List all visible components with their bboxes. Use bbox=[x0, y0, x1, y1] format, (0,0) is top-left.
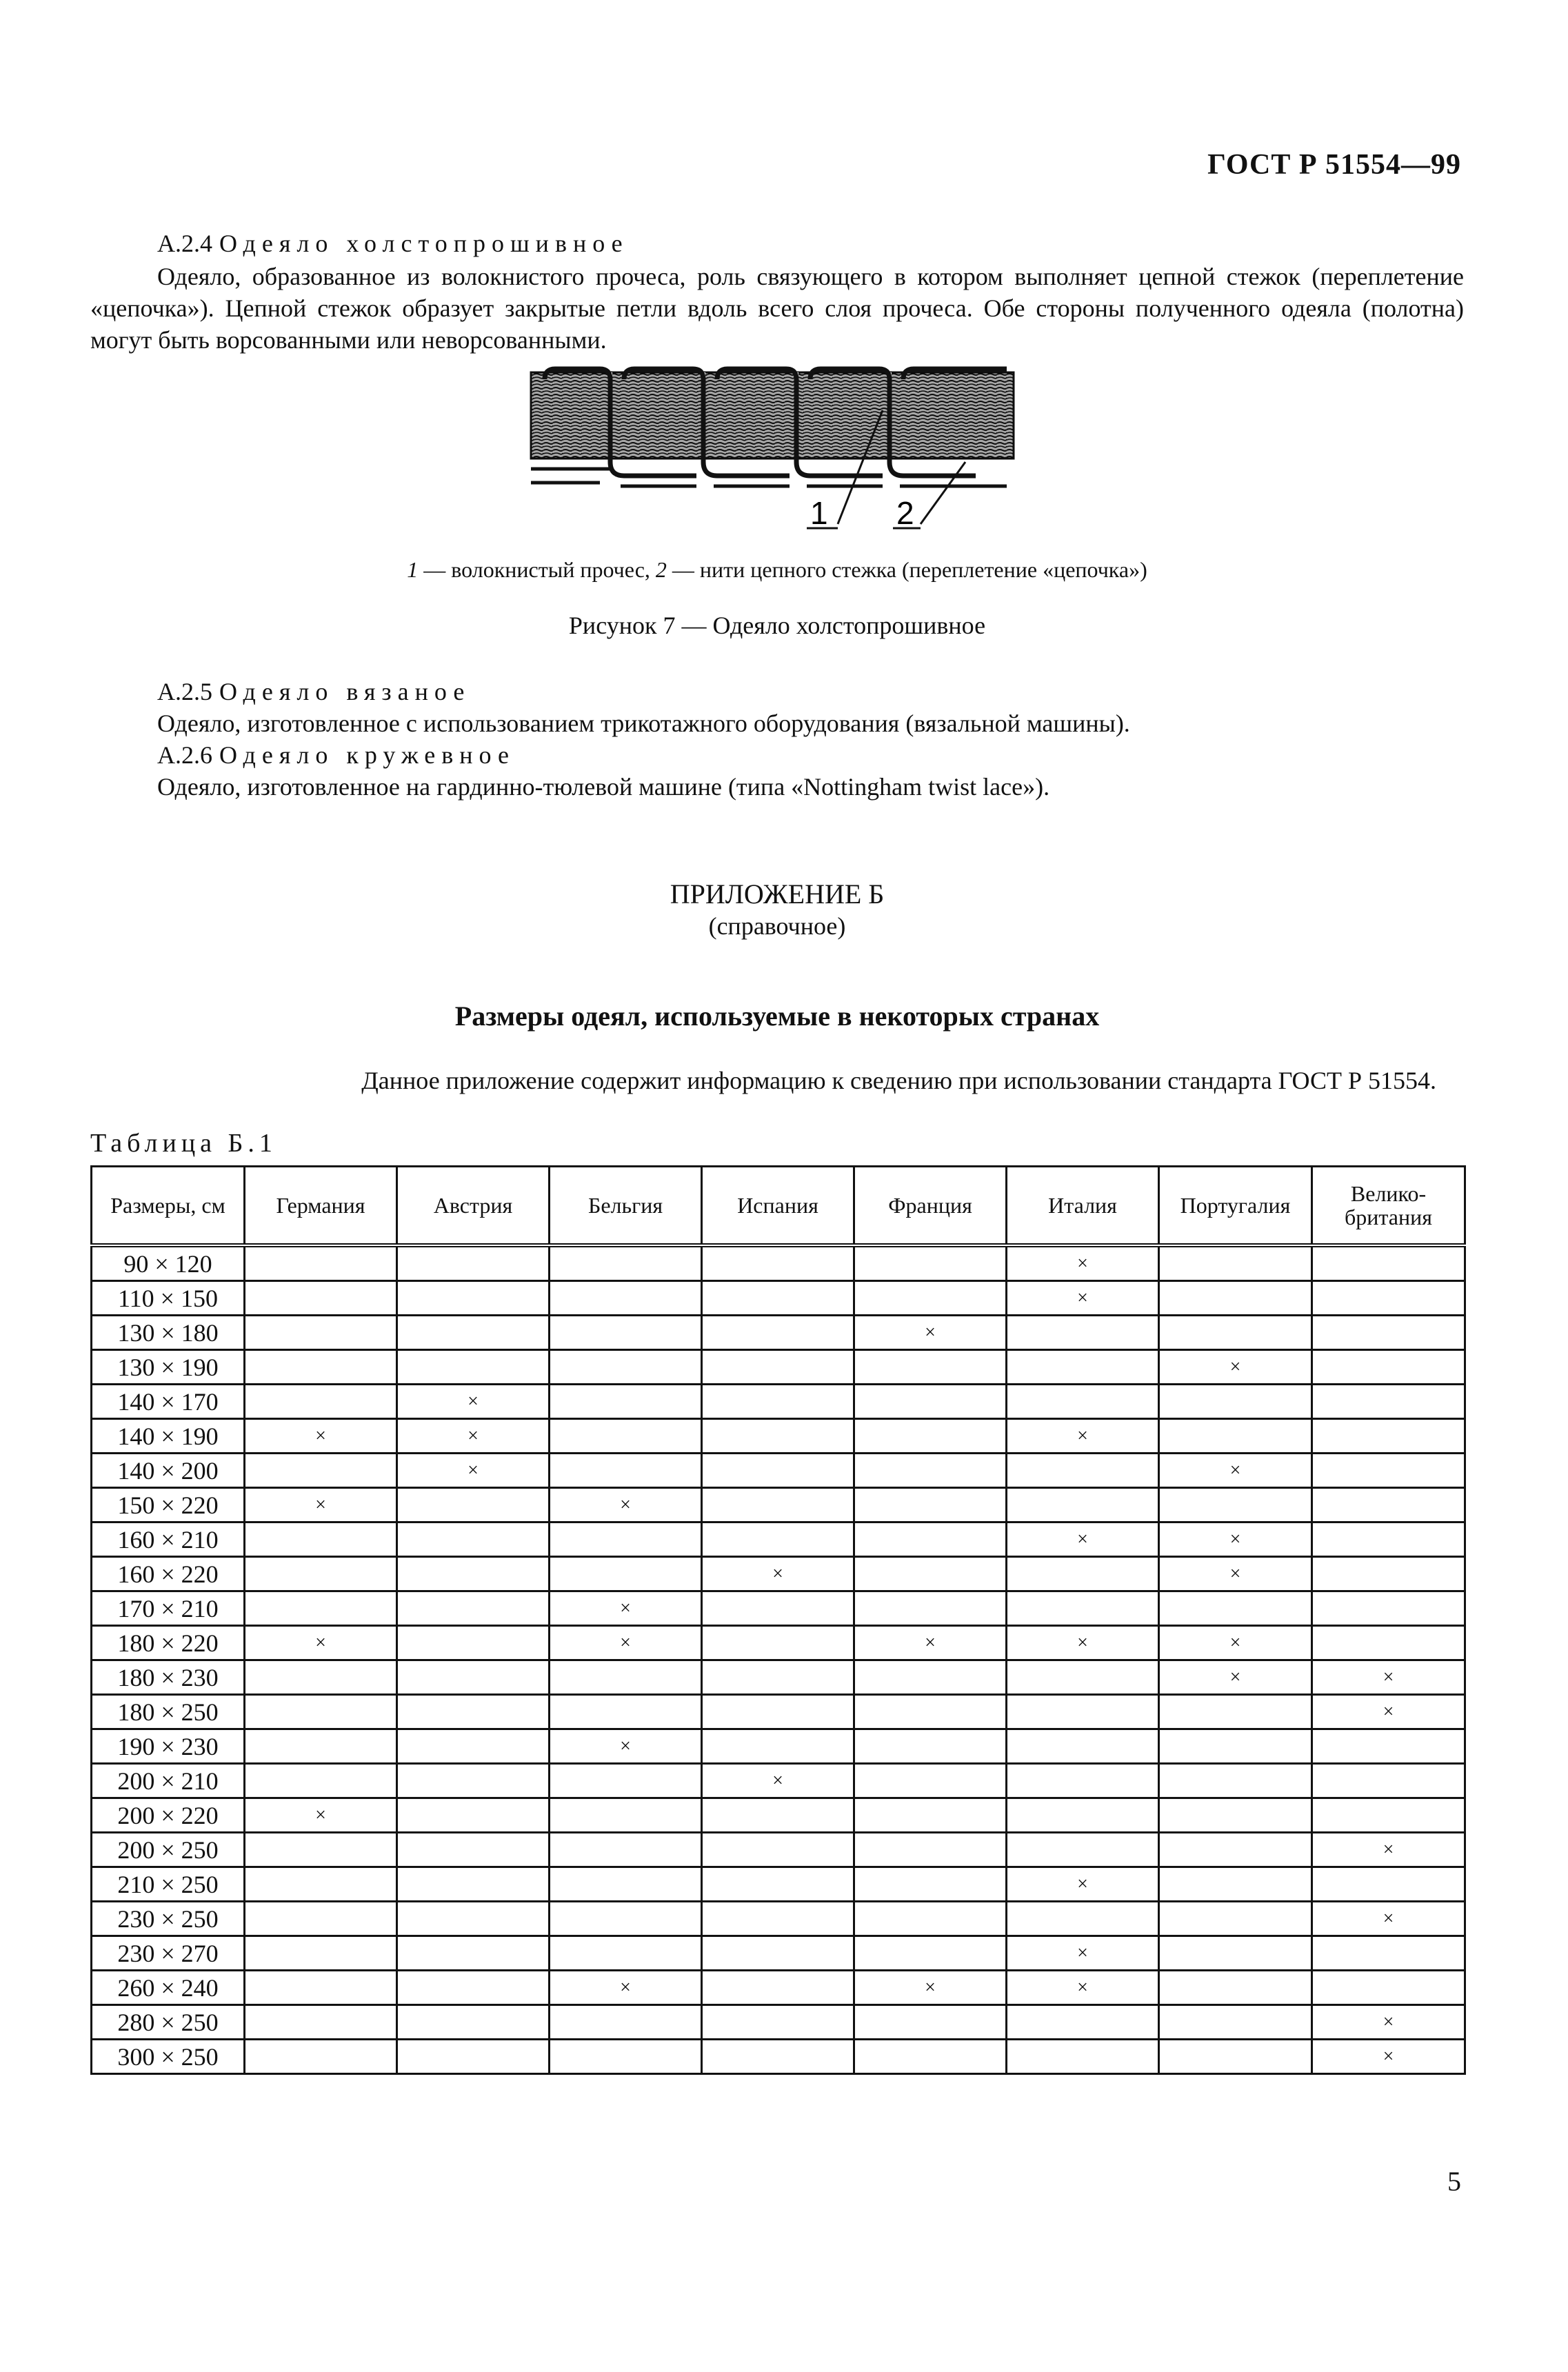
size-cell: 160 × 220 bbox=[92, 1557, 245, 1591]
mark-cell: × bbox=[1159, 1557, 1312, 1591]
mark-cell bbox=[702, 1729, 854, 1764]
mark-cell bbox=[854, 1867, 1007, 1902]
mark-cell bbox=[702, 1454, 854, 1488]
mark-cell bbox=[1312, 1798, 1465, 1833]
mark-cell bbox=[397, 1350, 550, 1385]
mark-cell bbox=[397, 1764, 550, 1798]
mark-cell bbox=[702, 1867, 854, 1902]
mark-cell bbox=[1312, 1385, 1465, 1419]
table-row bbox=[92, 1316, 1465, 1350]
mark-cell bbox=[854, 1245, 1007, 1281]
mark-cell bbox=[397, 1695, 550, 1729]
column-header-size: Размеры, см bbox=[92, 1167, 245, 1246]
mark-cell bbox=[245, 1454, 397, 1488]
mark-cell bbox=[245, 1522, 397, 1557]
table-row bbox=[92, 1591, 1465, 1626]
column-header-great-britain: Велико-британия bbox=[1312, 1167, 1465, 1246]
mark-cell bbox=[1159, 1833, 1312, 1867]
size-cell: 140 × 170 bbox=[92, 1385, 245, 1419]
size-cell: 160 × 210 bbox=[92, 1522, 245, 1557]
mark-cell bbox=[550, 1245, 702, 1281]
mark-cell bbox=[1159, 1419, 1312, 1454]
mark-cell bbox=[1159, 1867, 1312, 1902]
size-cell: 90 × 120 bbox=[92, 1245, 245, 1281]
figure-7-legend bbox=[90, 557, 1464, 583]
table-row bbox=[92, 1798, 1465, 1833]
mark-cell bbox=[397, 1902, 550, 1936]
mark-cell: × bbox=[245, 1626, 397, 1660]
table-row bbox=[92, 1281, 1465, 1316]
table-row bbox=[92, 1488, 1465, 1522]
mark-cell bbox=[702, 1660, 854, 1695]
mark-cell: × bbox=[1007, 1522, 1159, 1557]
mark-cell bbox=[550, 2040, 702, 2074]
mark-cell bbox=[702, 1971, 854, 2005]
section-a26-number: А.2.6 bbox=[157, 741, 212, 769]
mark-cell bbox=[1312, 1316, 1465, 1350]
mark-cell: × bbox=[245, 1419, 397, 1454]
mark-cell: × bbox=[1007, 1419, 1159, 1454]
column-header-france: Франция bbox=[854, 1167, 1007, 1246]
mark-cell bbox=[397, 1798, 550, 1833]
column-header-italy: Италия bbox=[1007, 1167, 1159, 1246]
mark-cell bbox=[550, 1867, 702, 1902]
mark-cell bbox=[245, 1867, 397, 1902]
mark-cell bbox=[397, 1591, 550, 1626]
mark-cell bbox=[854, 1281, 1007, 1316]
mark-cell bbox=[550, 1695, 702, 1729]
mark-cell bbox=[1159, 1936, 1312, 1971]
mark-cell: × bbox=[1007, 1867, 1159, 1902]
fibrous-web bbox=[531, 372, 1014, 459]
mark-cell: × bbox=[1007, 1971, 1159, 2005]
mark-cell: × bbox=[1312, 2005, 1465, 2040]
mark-cell bbox=[550, 1936, 702, 1971]
mark-cell bbox=[550, 1454, 702, 1488]
size-cell: 140 × 190 bbox=[92, 1419, 245, 1454]
mark-cell bbox=[397, 1660, 550, 1695]
size-cell: 150 × 220 bbox=[92, 1488, 245, 1522]
mark-cell: × bbox=[550, 1488, 702, 1522]
mark-cell bbox=[854, 1764, 1007, 1798]
mark-cell: × bbox=[397, 1454, 550, 1488]
section-a25-heading bbox=[157, 676, 470, 707]
table-row bbox=[92, 1902, 1465, 1936]
mark-cell bbox=[854, 1419, 1007, 1454]
mark-cell: × bbox=[1007, 1936, 1159, 1971]
size-cell: 190 × 230 bbox=[92, 1729, 245, 1764]
mark-cell bbox=[702, 1350, 854, 1385]
mark-cell bbox=[854, 1591, 1007, 1626]
legend-text-1: — волокнистый прочес, bbox=[418, 557, 656, 582]
mark-cell bbox=[1159, 1729, 1312, 1764]
mark-cell bbox=[702, 1281, 854, 1316]
mark-cell bbox=[1007, 1316, 1159, 1350]
mark-cell: × bbox=[550, 1626, 702, 1660]
table-row bbox=[92, 2040, 1465, 2074]
mark-cell bbox=[245, 1245, 397, 1281]
mark-cell bbox=[854, 1522, 1007, 1557]
mark-cell bbox=[702, 1902, 854, 1936]
column-header-spain: Испания bbox=[702, 1167, 854, 1246]
mark-cell bbox=[245, 1660, 397, 1695]
mark-cell bbox=[550, 1557, 702, 1591]
mark-cell bbox=[1312, 1971, 1465, 2005]
mark-cell bbox=[1007, 1729, 1159, 1764]
size-cell: 130 × 180 bbox=[92, 1316, 245, 1350]
mark-cell: × bbox=[1159, 1522, 1312, 1557]
mark-cell bbox=[854, 1798, 1007, 1833]
section-a26-title: Одеяло кружевное bbox=[219, 741, 515, 769]
mark-cell bbox=[1312, 1626, 1465, 1660]
mark-cell bbox=[1159, 1281, 1312, 1316]
mark-cell bbox=[1312, 1591, 1465, 1626]
mark-cell bbox=[397, 2040, 550, 2074]
mark-cell bbox=[1159, 1902, 1312, 1936]
mark-cell: × bbox=[397, 1385, 550, 1419]
appendix-subtitle: (справочное) bbox=[708, 912, 846, 940]
mark-cell bbox=[702, 1833, 854, 1867]
section-a25-number: А.2.5 bbox=[157, 678, 212, 705]
size-cell: 110 × 150 bbox=[92, 1281, 245, 1316]
mark-cell bbox=[1159, 1385, 1312, 1419]
mark-cell bbox=[702, 1488, 854, 1522]
column-header-belgium: Бельгия bbox=[550, 1167, 702, 1246]
mark-cell: × bbox=[1312, 1660, 1465, 1695]
column-header-portugal: Португалия bbox=[1159, 1167, 1312, 1246]
table-row bbox=[92, 1350, 1465, 1385]
mark-cell bbox=[854, 1350, 1007, 1385]
size-cell: 300 × 250 bbox=[92, 2040, 245, 2074]
size-cell: 280 × 250 bbox=[92, 2005, 245, 2040]
mark-cell bbox=[397, 1488, 550, 1522]
size-cell: 230 × 270 bbox=[92, 1936, 245, 1971]
mark-cell bbox=[1007, 1695, 1159, 1729]
mark-cell bbox=[1007, 1833, 1159, 1867]
mark-cell bbox=[245, 1385, 397, 1419]
table-row bbox=[92, 1971, 1465, 2005]
mark-cell bbox=[397, 1971, 550, 2005]
table-row bbox=[92, 1764, 1465, 1798]
mark-cell: × bbox=[702, 1764, 854, 1798]
mark-cell bbox=[1007, 2005, 1159, 2040]
mark-cell: × bbox=[1312, 1902, 1465, 1936]
mark-cell: × bbox=[1007, 1281, 1159, 1316]
mark-cell: × bbox=[1159, 1454, 1312, 1488]
table-body bbox=[92, 1245, 1465, 2074]
mark-cell bbox=[1159, 1971, 1312, 2005]
figure-7-title: Рисунок 7 — Одеяло холстопрошивное bbox=[568, 612, 986, 639]
size-cell: 210 × 250 bbox=[92, 1867, 245, 1902]
mark-cell: × bbox=[854, 1971, 1007, 2005]
mark-cell bbox=[245, 1902, 397, 1936]
mark-cell bbox=[245, 1591, 397, 1626]
mark-cell bbox=[245, 1281, 397, 1316]
mark-cell: × bbox=[245, 1798, 397, 1833]
legend-num-1: 1 bbox=[407, 557, 419, 582]
table-row bbox=[92, 1557, 1465, 1591]
mark-cell bbox=[702, 1591, 854, 1626]
mark-cell bbox=[1159, 1316, 1312, 1350]
mark-cell bbox=[397, 2005, 550, 2040]
mark-cell bbox=[1312, 1281, 1465, 1316]
mark-cell bbox=[1312, 1488, 1465, 1522]
mark-cell bbox=[1159, 2005, 1312, 2040]
document-code: ГОСТ Р 51554—99 bbox=[1207, 149, 1461, 181]
column-header-austria: Австрия bbox=[397, 1167, 550, 1246]
mark-cell bbox=[397, 1557, 550, 1591]
mark-cell bbox=[1007, 1902, 1159, 1936]
mark-cell: × bbox=[550, 1729, 702, 1764]
mark-cell bbox=[397, 1316, 550, 1350]
mark-cell bbox=[702, 1316, 854, 1350]
blanket-sizes-table bbox=[90, 1165, 1466, 2075]
mark-cell bbox=[702, 1695, 854, 1729]
mark-cell bbox=[1312, 1522, 1465, 1557]
mark-cell bbox=[702, 1385, 854, 1419]
mark-cell bbox=[1007, 1764, 1159, 1798]
legend-num-2: 2 bbox=[655, 557, 667, 582]
mark-cell bbox=[1312, 1454, 1465, 1488]
mark-cell: × bbox=[702, 1557, 854, 1591]
section-a26-body: Одеяло, изготовленное на гардинно-тюлевой машине (типа «Nottingham twist lace»). bbox=[157, 773, 1050, 801]
size-cell: 200 × 250 bbox=[92, 1833, 245, 1867]
table-row bbox=[92, 1867, 1465, 1902]
mark-cell bbox=[854, 1385, 1007, 1419]
appendix-heading: Размеры одеял, используемые в некоторых странах bbox=[454, 1001, 1100, 1032]
mark-cell bbox=[1159, 1488, 1312, 1522]
table-label: Таблица Б.1 bbox=[90, 1129, 277, 1158]
mark-cell bbox=[1312, 1419, 1465, 1454]
mark-cell bbox=[1312, 1729, 1465, 1764]
section-a24-body: Одеяло, образованное из волокнистого прочеса, роль связующего в котором выполняет цепной стежок (переплетение «цепочка»). Цепной стежок образует закрытые петли вдоль всего слоя прочеса. Обе стороны полученного одеяла (полотна) могут быть ворсованными или неворсованными. bbox=[90, 263, 1464, 354]
mark-cell bbox=[1159, 2040, 1312, 2074]
mark-cell bbox=[1007, 1385, 1159, 1419]
mark-cell bbox=[550, 1316, 702, 1350]
table-header-row bbox=[92, 1167, 1465, 1246]
mark-cell: × bbox=[1159, 1660, 1312, 1695]
mark-cell: × bbox=[1312, 1695, 1465, 1729]
mark-cell: × bbox=[1312, 2040, 1465, 2074]
figure-label-1: 1 bbox=[810, 495, 828, 531]
mark-cell bbox=[702, 1522, 854, 1557]
size-cell: 180 × 230 bbox=[92, 1660, 245, 1695]
size-cell: 140 × 200 bbox=[92, 1454, 245, 1488]
mark-cell bbox=[550, 1419, 702, 1454]
mark-cell: × bbox=[397, 1419, 550, 1454]
mark-cell bbox=[397, 1522, 550, 1557]
mark-cell bbox=[550, 1522, 702, 1557]
mark-cell bbox=[550, 1281, 702, 1316]
mark-cell bbox=[550, 1798, 702, 1833]
mark-cell bbox=[1007, 1454, 1159, 1488]
mark-cell bbox=[550, 1350, 702, 1385]
mark-cell: × bbox=[854, 1316, 1007, 1350]
mark-cell bbox=[854, 2040, 1007, 2074]
table-row bbox=[92, 1936, 1465, 1971]
mark-cell: × bbox=[245, 1488, 397, 1522]
mark-cell bbox=[854, 1695, 1007, 1729]
mark-cell: × bbox=[1007, 1626, 1159, 1660]
mark-cell bbox=[550, 1833, 702, 1867]
mark-cell bbox=[245, 2005, 397, 2040]
appendix-title: ПРИЛОЖЕНИЕ Б bbox=[670, 878, 885, 909]
table-row bbox=[92, 2005, 1465, 2040]
appendix-intro: Данное приложение содержит информацию к сведению при использовании стандарта ГОСТ Р 51554. bbox=[361, 1067, 1436, 1094]
figure-label-2: 2 bbox=[896, 495, 914, 531]
table-row bbox=[92, 1695, 1465, 1729]
mark-cell bbox=[397, 1833, 550, 1867]
mark-cell bbox=[854, 1833, 1007, 1867]
table-row bbox=[92, 1419, 1465, 1454]
size-cell: 230 × 250 bbox=[92, 1902, 245, 1936]
figure-7-stitch-diagram bbox=[524, 359, 1034, 538]
mark-cell bbox=[245, 1729, 397, 1764]
mark-cell bbox=[702, 1798, 854, 1833]
mark-cell bbox=[1159, 1764, 1312, 1798]
mark-cell bbox=[702, 1936, 854, 1971]
section-a24-title: Одеяло холстопрошивное bbox=[219, 230, 629, 257]
mark-cell bbox=[854, 2005, 1007, 2040]
section-a24-heading bbox=[157, 228, 1467, 259]
mark-cell: × bbox=[1159, 1350, 1312, 1385]
legend-text-2: — нити цепного стежка (переплетение «цепочка») bbox=[666, 557, 1147, 582]
mark-cell bbox=[1007, 1660, 1159, 1695]
mark-cell bbox=[1312, 1867, 1465, 1902]
mark-cell bbox=[854, 1729, 1007, 1764]
table-row bbox=[92, 1385, 1465, 1419]
size-cell: 200 × 210 bbox=[92, 1764, 245, 1798]
size-cell: 200 × 220 bbox=[92, 1798, 245, 1833]
table-row bbox=[92, 1833, 1465, 1867]
section-a25-body: Одеяло, изготовленное с использованием трикотажного оборудования (вязальной машины). bbox=[157, 710, 1130, 737]
mark-cell bbox=[245, 1764, 397, 1798]
mark-cell bbox=[245, 1350, 397, 1385]
mark-cell bbox=[550, 1660, 702, 1695]
mark-cell bbox=[1007, 1798, 1159, 1833]
mark-cell bbox=[1312, 1936, 1465, 1971]
table-row bbox=[92, 1245, 1465, 1281]
mark-cell bbox=[854, 1557, 1007, 1591]
mark-cell bbox=[245, 2040, 397, 2074]
mark-cell bbox=[1159, 1798, 1312, 1833]
mark-cell bbox=[1007, 2040, 1159, 2074]
mark-cell: × bbox=[1312, 1833, 1465, 1867]
mark-cell: × bbox=[854, 1626, 1007, 1660]
mark-cell bbox=[397, 1626, 550, 1660]
section-a25-title: Одеяло вязаное bbox=[219, 678, 471, 705]
section-a24-number: А.2.4 bbox=[157, 230, 212, 257]
mark-cell bbox=[702, 2040, 854, 2074]
mark-cell bbox=[1007, 1557, 1159, 1591]
mark-cell bbox=[702, 1626, 854, 1660]
mark-cell bbox=[397, 1245, 550, 1281]
size-cell: 170 × 210 bbox=[92, 1591, 245, 1626]
mark-cell bbox=[854, 1660, 1007, 1695]
page-number: 5 bbox=[1447, 2166, 1461, 2197]
mark-cell bbox=[854, 1488, 1007, 1522]
mark-cell bbox=[1312, 1557, 1465, 1591]
mark-cell bbox=[550, 1902, 702, 1936]
mark-cell bbox=[550, 1385, 702, 1419]
mark-cell bbox=[1007, 1488, 1159, 1522]
size-cell: 130 × 190 bbox=[92, 1350, 245, 1385]
mark-cell bbox=[397, 1281, 550, 1316]
mark-cell bbox=[245, 1971, 397, 2005]
mark-cell: × bbox=[550, 1971, 702, 2005]
size-cell: 260 × 240 bbox=[92, 1971, 245, 2005]
table-row bbox=[92, 1660, 1465, 1695]
mark-cell bbox=[245, 1557, 397, 1591]
mark-cell: × bbox=[1159, 1626, 1312, 1660]
section-a26-heading bbox=[157, 739, 515, 771]
mark-cell bbox=[854, 1454, 1007, 1488]
mark-cell: × bbox=[1007, 1245, 1159, 1281]
table-row bbox=[92, 1729, 1465, 1764]
mark-cell bbox=[854, 1936, 1007, 1971]
mark-cell bbox=[1159, 1695, 1312, 1729]
mark-cell bbox=[1312, 1350, 1465, 1385]
mark-cell bbox=[397, 1936, 550, 1971]
mark-cell bbox=[245, 1936, 397, 1971]
mark-cell bbox=[1312, 1764, 1465, 1798]
mark-cell bbox=[397, 1729, 550, 1764]
mark-cell bbox=[1159, 1245, 1312, 1281]
mark-cell bbox=[1312, 1245, 1465, 1281]
mark-cell bbox=[397, 1867, 550, 1902]
table-row bbox=[92, 1454, 1465, 1488]
mark-cell bbox=[702, 1419, 854, 1454]
size-cell: 180 × 220 bbox=[92, 1626, 245, 1660]
size-cell: 180 × 250 bbox=[92, 1695, 245, 1729]
mark-cell bbox=[550, 2005, 702, 2040]
mark-cell bbox=[702, 2005, 854, 2040]
column-header-germany: Германия bbox=[245, 1167, 397, 1246]
mark-cell bbox=[245, 1695, 397, 1729]
mark-cell bbox=[245, 1316, 397, 1350]
mark-cell: × bbox=[550, 1591, 702, 1626]
mark-cell bbox=[702, 1245, 854, 1281]
mark-cell bbox=[1007, 1591, 1159, 1626]
mark-cell bbox=[1007, 1350, 1159, 1385]
table-row bbox=[92, 1626, 1465, 1660]
mark-cell bbox=[550, 1764, 702, 1798]
mark-cell bbox=[854, 1902, 1007, 1936]
mark-cell bbox=[1159, 1591, 1312, 1626]
table-row bbox=[92, 1522, 1465, 1557]
mark-cell bbox=[245, 1833, 397, 1867]
